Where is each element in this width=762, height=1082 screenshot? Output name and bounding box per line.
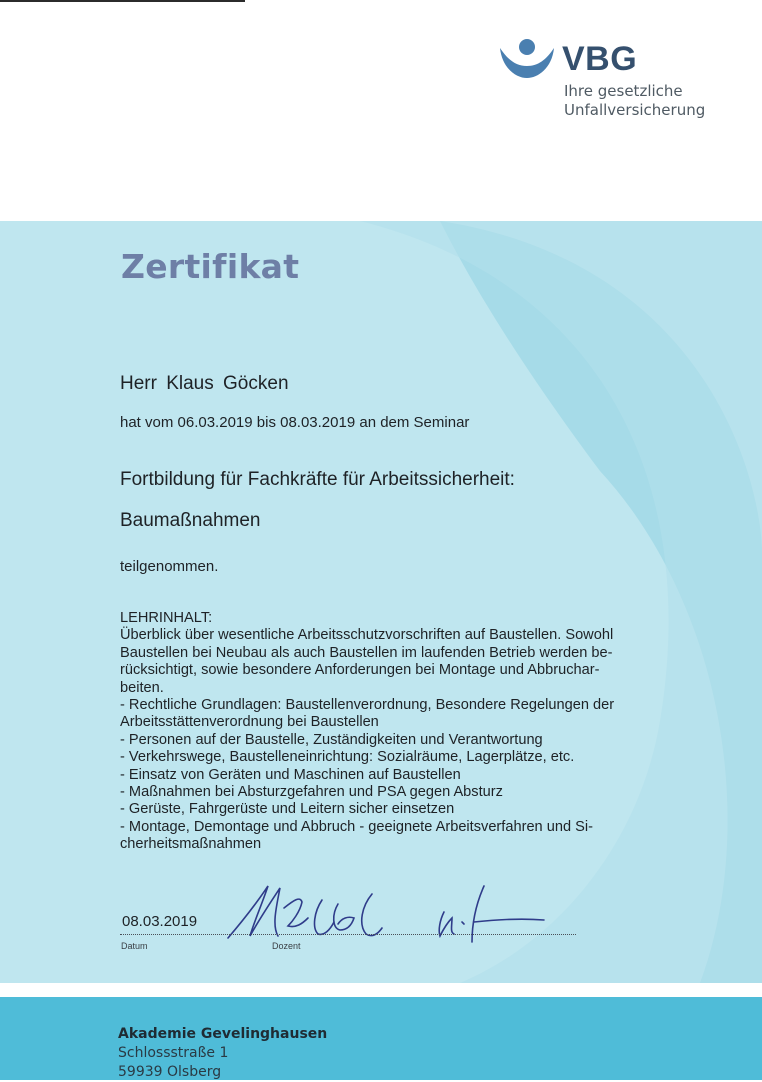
seminar-name: Fortbildung für Fachkräfte für Arbeitssicherheit: [120, 469, 515, 490]
logo-tagline-line-1: Ihre gesetzliche [564, 82, 683, 100]
logo-tagline [564, 82, 705, 120]
content-line: - Montage, Demontage und Abbruch - geeignete Arbeitsverfahren und Si- [120, 818, 593, 835]
content-line: - Gerüste, Fahrgerüste und Leitern sicher einsetzen [120, 801, 455, 818]
content-line: - Maßnahmen bei Absturzgefahren und PSA gegen Absturz [120, 784, 503, 801]
content-line: - Verkehrswege, Baustelleneinrichtung: Sozialräume, Lagerplätze, etc. [120, 749, 575, 766]
top-edge-line [0, 0, 245, 2]
content-heading: LEHRINHALT: [120, 610, 213, 626]
footer-address [118, 1025, 327, 1082]
logo-name: VBG [562, 40, 638, 78]
content-line: - Rechtliche Grundlagen: Baustellenverordnung, Besondere Regelungen der [120, 697, 615, 714]
seminar-topic: Baumaßnahmen [120, 510, 261, 531]
seminar-dates: hat vom 06.03.2019 bis 08.03.2019 an dem Seminar [120, 414, 470, 431]
footer-band [0, 997, 762, 1080]
footer-city: 59939 Olsberg [118, 1064, 222, 1080]
signature-date: 08.03.2019 [122, 913, 198, 930]
content-line: Überblick über wesentliche Arbeitsschutzvorschriften auf Baustellen. Sowohl [120, 627, 614, 644]
vbg-logo [498, 36, 728, 126]
signature-line [120, 934, 576, 935]
content-line: - Personen auf der Baustelle, Zuständigkeiten und Verantwortung [120, 731, 543, 748]
handwritten-signature [222, 878, 562, 948]
content-line: beiten. [120, 679, 164, 696]
logo-tagline-line-2: Unfallversicherung [564, 101, 706, 119]
content-line: Arbeitsstättenverordnung bei Baustellen [120, 714, 379, 731]
background-curve [0, 221, 762, 983]
certificate-title: Zertifikat [121, 247, 300, 286]
course-content [120, 610, 660, 854]
certificate-background-band [0, 221, 762, 983]
footer-street: Schlossstraße 1 [118, 1045, 229, 1061]
footer-organization: Akademie Gevelinghausen [118, 1026, 328, 1042]
date-label: Datum [121, 941, 148, 951]
lecturer-label: Dozent [272, 941, 301, 951]
content-line: cherheitsmaßnahmen [120, 836, 262, 853]
content-line: Baustellen bei Neubau als auch Baustellen im laufenden Betrieb werden be- [120, 644, 613, 661]
vbg-logo-icon [498, 38, 556, 80]
content-line: rücksichtigt, sowie besondere Anforderungen bei Montage und Abbruchar- [120, 662, 600, 679]
participation-note: teilgenommen. [120, 558, 219, 575]
content-line: - Einsatz von Geräten und Maschinen auf Baustellen [120, 766, 461, 783]
recipient-name: Herr Klaus Göcken [120, 373, 289, 394]
